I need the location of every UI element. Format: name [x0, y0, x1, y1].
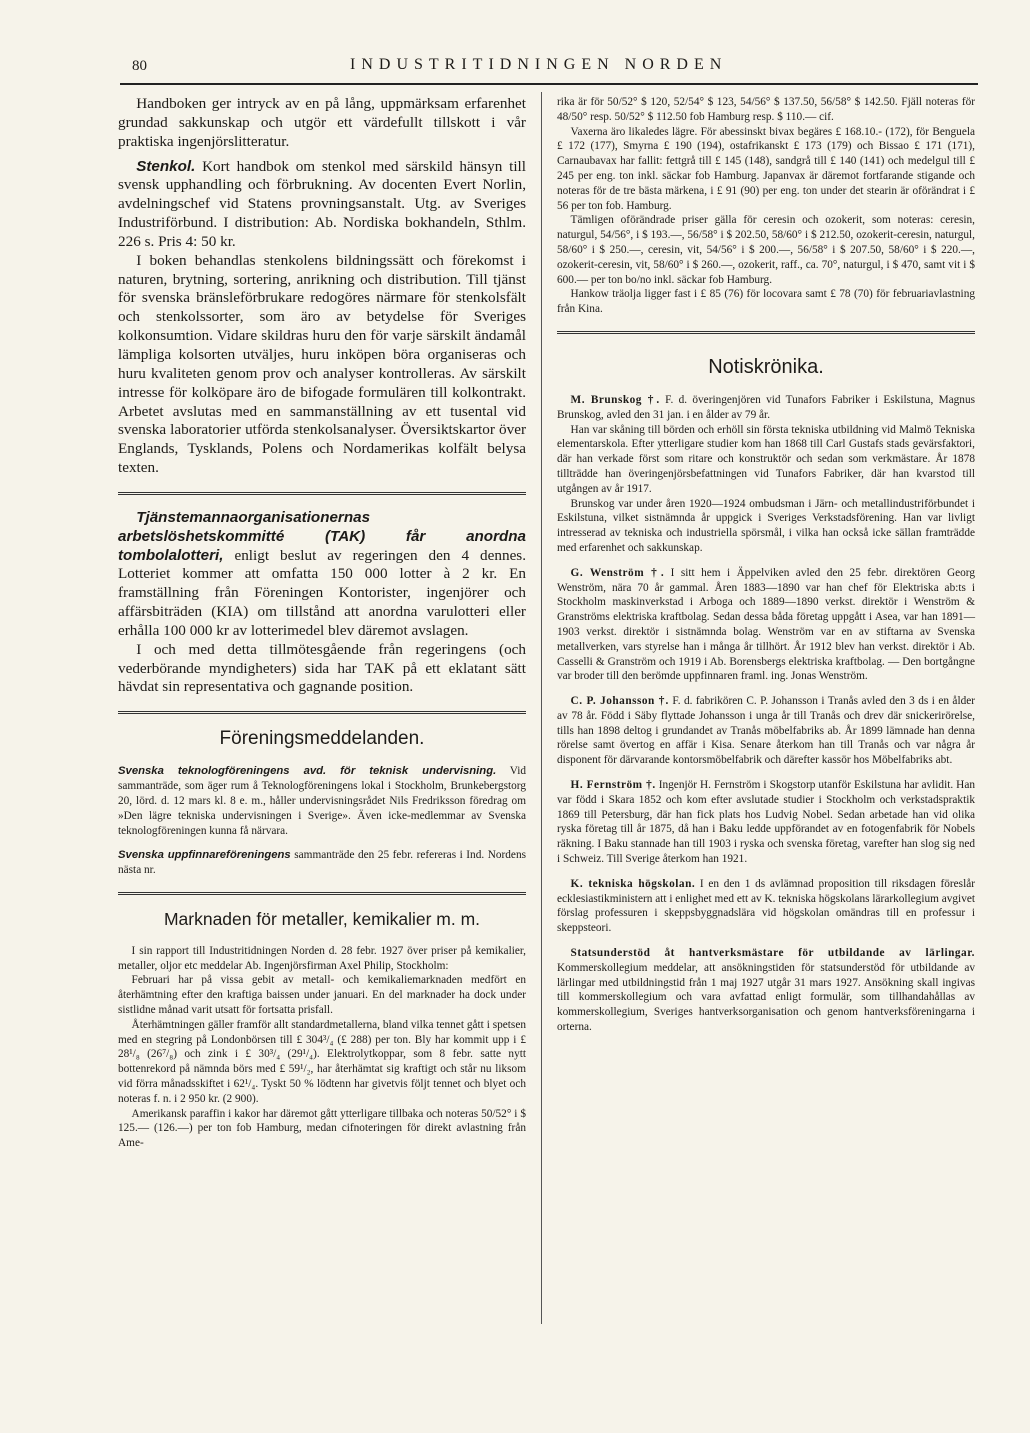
wenstrom-notice: [557, 566, 975, 684]
stenkol-text: Kort handbok om stenkol med särskild hänsyn till svensk upphandling och förbrukning. Av docenten Evert Norlin, avdelningschef vid Statens provningsanstalt. Utg. av Sveriges Industriförbund. I distribution: Ab. Nordiska bokhandeln, Sthlm. 226 s. Pris 4: 50 kr.: [118, 157, 526, 250]
tak-notice: [118, 509, 526, 697]
svuppf-notice: [118, 848, 526, 878]
tak-text: enligt beslut av regeringen den 4 dennes. Lotteriet kommer att omfatta 150 000 lotter à 2 kr. En framställning från Föreningen Kontorister, ingenjörer och affärsbiträden (KIA) om tillstånd att anordna varulotteri eller erhålla 100 000 kr av lotterimedel blev däremot avslagen.: [118, 546, 527, 639]
section-rule: [118, 892, 526, 895]
column-divider: [541, 92, 542, 1324]
brunskog-text: F. d. överingenjören vid Tunafors Fabriker i Eskilstuna, Magnus Brunskog, avled den 31 jan. i en ålder av 79 år.: [557, 393, 975, 421]
header-rule: [120, 83, 978, 85]
notiskronika-heading: Notiskrönika.: [708, 355, 824, 378]
market-paragraph-4: Amerikansk paraffin i kakor har däremot gått ytterligare tillbaka och noteras 50/52° i $ 125.— (126.—) per ton fob Hamburg, medan cifnoteringen för direkt avlastning från Ame-: [118, 1107, 526, 1150]
stenkol-paragraph-2: I boken behandlas stenkolens bildningssätt och förekomst i naturen, brytning, sortering, anrikning och distribution. Till tjänst för svenska bränsleförbrukare redogöres närmare för stenkolsfält och stenkolssorter, som äro av betydelse för Sveriges kolkonsumtion. Vidare skildras huru den för varje särskilt ändamål lämpliga kolsorten utväljes, huru inköpen böra organiseras och huru kvaliteten genom prov och analyser kontrolleras. Av särskilt intresse för kolköpare äro de bifogade formulären till kolkontrakt. Arbetet avslutas med en sammanställning av ett tusental vid svenska laboratorier utförda stenkolsanalyser. Översiktskartor över Englands, Tysklands, Polens och Nordamerikas kolfält belysa texten.: [118, 251, 526, 477]
section-rule: [118, 711, 526, 714]
wenstrom-name: G. Wenström †.: [570, 566, 665, 579]
khog-name: K. tekniska högskolan.: [570, 877, 696, 890]
fernstrom-name: H. Fernström †.: [570, 779, 656, 792]
stenkol-title: Stenkol.: [136, 157, 196, 175]
stats-text: Kommerskollegium meddelar, att ansökningstiden för statsunderstöd för utbildande av lärlingar med utbildningstid från 1 maj 1927 utgår 31 mars 1927. Ansökning skall ingivas till kommerskollegium och vara avfattad enligt formulär, som tillhandahållas av kommerskollegium, Sveriges hantverksorganisation och genom hantverksföreningarna i orterna.: [557, 961, 975, 1034]
market-paragraph-7: Tämligen oförändrade priser gälla för ceresin och ozokerit, som noteras: ceresin, naturgul, 54/56°, i $ 193.—, 56/58° i $ 202.50, 58/60° i $ 212.50, ozokerit-ceresin, naturgul, 58/60° i $ 250.—, ceresin, vit, 54/56° i $ 200.—, 56/58° i $ 207.50, 58/60° i $ 220.—, ozokerit-ceresin, vit, 58/60° i $ 260.—, ozokerit, raff., ca. 70°, naturgul, i $ 470, samt vit i $ 600.— per ton bo/no inkl. säckar fob Hamburg.: [557, 214, 975, 286]
stats-notice: [557, 946, 975, 1035]
tak-paragraph-2: I och med detta tillmötesgående från regeringens (och vederbörande myndigheters) sida har TAK på ett eklatant sätt hävdat sin representativa och gagnande position.: [118, 640, 526, 696]
tak-paragraph-1: [118, 509, 526, 641]
foreningsmeddelanden: [118, 764, 526, 878]
stats-name: Statsunderstöd åt hantverksmästare för utbildande av lärlingar.: [570, 947, 975, 960]
svuppf-text: sammanträde den 25 febr. refereras i Ind. Nordens nästa nr.: [118, 849, 526, 877]
market-paragraph-6: Vaxerna äro likaledes lägre. För abessinskt bivax begäres £ 168.10.- (172), för Benguela £ 172 (177), Smyrna £ 190 (194), ostafrikanskt £ 173 (179) och Bissao £ 171 (171), Carnaubavax har fallit: fettgrå till £ 145 (148), sandgrå till £ 140 (141) och medelgul till £ 245 per eng. ton inkl. säckar fob Hamburg. Japanvax är däremot fortfarande stigande och noteras för de tre bästa märkena, i £ 91 (90) per eng. ton under det stearin är oförändrat i £ 56 per ton fob. Hamburg.: [557, 125, 975, 212]
left-column: [118, 95, 526, 1151]
handbook-paragraph: Handboken ger intryck av en på lång, uppmärksam erfarenhet grundad sakkunskap och utgör ett värdefullt tillskott i vår praktiska ingenjörslitteratur.: [118, 95, 526, 150]
khog-text: I en den 1 ds avlämnad proposition till riksdagen föreslår ecklesiastikministern att i enlighet med ett av K. tekniska högskolans lärarkollegium avgivet förslag professuren i skeppsbyggnadslära vid högskolan omändras till en professur i skeppsteori.: [557, 877, 975, 935]
fernstrom-text: Ingenjör H. Fernström i Skogstorp utanför Eskilstuna har avlidit. Han var född i Skara 1852 och kom efter avslutade studier i Stockholm och verkstadspraktik 1869 till Petersburg, där han fick plats hos Ludvig Nobel. Sedan arbetade han vid olika ryska företag till år 1875, då han i Baku ledde uppförandet av en fotogenfabrik för Nobels räkning. I Baku stannade han till 1903 i ryska och svenska företag, varefter han slog sig ned i Schweiz. Till Sverige återkom han 1921.: [557, 779, 975, 866]
svtek-lead: Svenska teknologföreningens avd. för teknisk undervisning.: [118, 765, 497, 778]
market-report-continued: [557, 95, 975, 317]
section-rule: [118, 492, 526, 495]
marknaden-heading: Marknaden för metaller, kemikalier m. m.: [163, 908, 481, 929]
svtek-notice: [118, 764, 526, 838]
johansson-text: F. d. fabrikören C. P. Johansson i Tranås avled den 3 ds i en ålder av 78 år. Född i Säby flyttade Johansson i unga år till Tranås och drev där snickerirörelse, tills han 1898 deltog i grundandet av Tranås möbelfabriks ab. År 1899 lämnade han denna rörelse samt övertog en affär i Kisa. Senare återkom han till Tranås och var några år disponent för därvarande kontorsmöbelfabrik och därefter kassör hos Möbelfabriks abt.: [557, 695, 976, 767]
right-column: [557, 95, 975, 1035]
section-rule: [557, 331, 975, 334]
running-title: INDUSTRITIDNINGEN NORDEN: [350, 56, 728, 73]
brunskog-paragraph-3: Brunskog var under åren 1920—1924 ombudsman i Järn- och metallindustriförbundet i Eskilstuna, vilket sistnämnda år uppgick i Sveriges Verkstadsförening. Han var livligt intresserad av tekniska och industriella spörsmål, i vilka han också icke sällan framträdde med erfarenhet och sakkunskap.: [557, 497, 975, 554]
foreningsmeddelanden-heading: Föreningsmeddelanden.: [219, 728, 425, 750]
market-paragraph-5: rika är för 50/52° $ 120, 52/54° $ 123, 54/56° $ 137.50, 56/58° $ 142.50. Fjäll noteras för 48/50° resp. 50/52° $ 112.50 fob Hamburg resp. $ 110.— cif.: [557, 96, 975, 123]
brunskog-paragraph-2: Han var skåning till börden och erhöll sin första tekniska utbildning vid Malmö Tekniska elementarskola. Efter ytterligare studier kom han 1868 till Carl Gustafs stads gevärsfaktori, där han verkade först som ritare och konstruktör och sedan som verkmästare. År 1878 tillträdde han överingenjörsbefattningen vid Tunafors Fabriker, där han kvarstod till utgången av år 1917.: [557, 423, 975, 495]
brunskog-notice: [557, 393, 975, 423]
market-paragraph-8: Hankow träolja ligger fast i £ 85 (76) för locovara samt £ 78 (70) för februariavlastning från Kina.: [557, 288, 975, 316]
page-header: [120, 58, 978, 82]
notiskronika: [557, 393, 975, 1035]
brunskog-name: M. Brunskog †.: [570, 393, 660, 406]
svuppf-lead: Svenska uppfinnareföreningens: [118, 849, 291, 862]
khog-notice: [557, 877, 975, 936]
market-paragraph-2: Februari har på vissa gebit av metall- och kemikaliemarknaden medfört en återhämtning efter den kraftiga baissen under januari. En del marknader ha dock under sistlidne månad varit utsatt för fortsatta prisfall.: [118, 974, 526, 1017]
market-report: [118, 944, 526, 1151]
svtek-text: Vid sammanträde, som äger rum å Teknologföreningens lokal i Stockholm, Brunkebergstorg 20, lörd. d. 12 mars kl. 8 e. m., håller undervisningsrådet Nils Fredriksson föredrag om »Den lägre tekniska undervisningen i Sverige». Även icke-medlemmar av Svenska teknologföreningen kunna få närvara.: [118, 765, 526, 837]
page-number: 80: [132, 58, 147, 74]
market-paragraph-1: I sin rapport till Industritidningen Norden d. 28 febr. 1927 över priser på kemikalier, metaller, oljor etc meddelar Ab. Ingenjörsfirman Axel Philip, Stockholm:: [118, 944, 526, 972]
tak-lead: Tjänstemannaorganisationernas arbetslöshetskommitté (TAK) får anordna tombolalotteri,: [118, 508, 526, 564]
wenstrom-text: I sitt hem i Äppelviken avled den 25 febr. direktören Georg Wenström, nära 70 år gammal. Åren 1883—1890 var han chef för Elektriska ab:ts i Stockholm maskinverkstad i Arboga och 1889—1890 verkst. direktör i Wenström & Granströms elektriska kraftbolag. Sedan dessa båda företag uppgått i Asea, var han 1891—1903 verkst. direktör i sistnämnda bolag. Wenström var en av stiftarna av Svenska metallverken, vars styrelse han i många år tillhört. År 1912 blev han verkst. direktör i Ab. Casselli & Granström och 1919 i Ab. Borensbergs elektriska kraftbolag. — Den bortgångne var broder till den berömde uppfinnaren framl. ing. Jonas Wenström.: [557, 566, 976, 683]
fernstrom-notice: [557, 778, 975, 867]
book-reviews: [118, 95, 526, 478]
johansson-name: C. P. Johansson †.: [570, 695, 669, 708]
market-paragraph-3: Återhämtningen gäller framför allt standardmetallerna, bland vilka tennet gått i spetsen med en stegring på Londonbörsen till £ 304³/₄ (£ 288) per ton. Bly har kommit upp i £ 28¹/₈ (26⁷/₈) och zink i £ 30³/₄ (29¹/₄). Elektrolytkoppar, som 8 febr. satte nytt bottenrekord på nämnda börs med £ 59¹/₂, har återhämtat sig kraftigt och står nu liksom vid förra månadsskiftet i 62¹/₄. Tyskt 50 % lödtenn har givetvis följt tennet och blyet och noteras f. n. i 2 950 kr. (2 900).: [118, 1018, 526, 1105]
johansson-notice: [557, 694, 975, 768]
stenkol-review: [118, 158, 526, 252]
